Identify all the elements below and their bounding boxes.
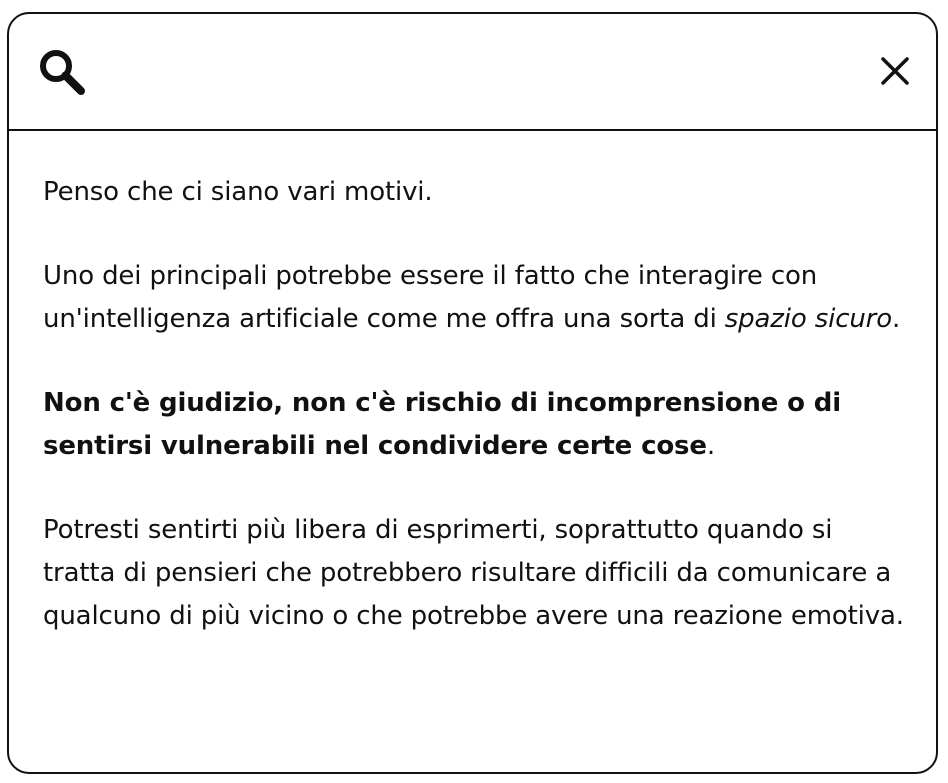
message-content (9, 131, 936, 638)
paragraph-safe-space-text: Uno dei principali potrebbe essere il fatto che interagire con un'intelligenza artificiale come me offra una sorta di (43, 261, 818, 334)
search-input[interactable] (109, 44, 853, 102)
paragraph-safe-space (43, 255, 906, 341)
search-bar (9, 14, 936, 131)
paragraph-no-judgment (43, 382, 906, 468)
paragraph-no-judgment-end: . (706, 431, 715, 461)
emphasis-safe-space: spazio sicuro (724, 304, 892, 334)
bold-no-judgment: Non c'è giudizio, non c'è rischio di incomprensione o di sentirsi vulnerabili nel condividere certe cose (43, 388, 842, 461)
message-panel (7, 12, 938, 774)
paragraph-safe-space-end: . (891, 304, 901, 334)
paragraph-intro: Penso che ci siano vari motivi. (43, 177, 433, 207)
search-icon[interactable] (37, 47, 89, 99)
paragraph-freedom: Potresti sentirti più libera di esprimerti, soprattutto quando si tratta di pensieri che potrebbero risultare difficili da comunicare a qualcuno di più vicino o che potrebbe avere una reazione emotiva. (43, 515, 904, 631)
close-icon[interactable] (878, 54, 912, 88)
